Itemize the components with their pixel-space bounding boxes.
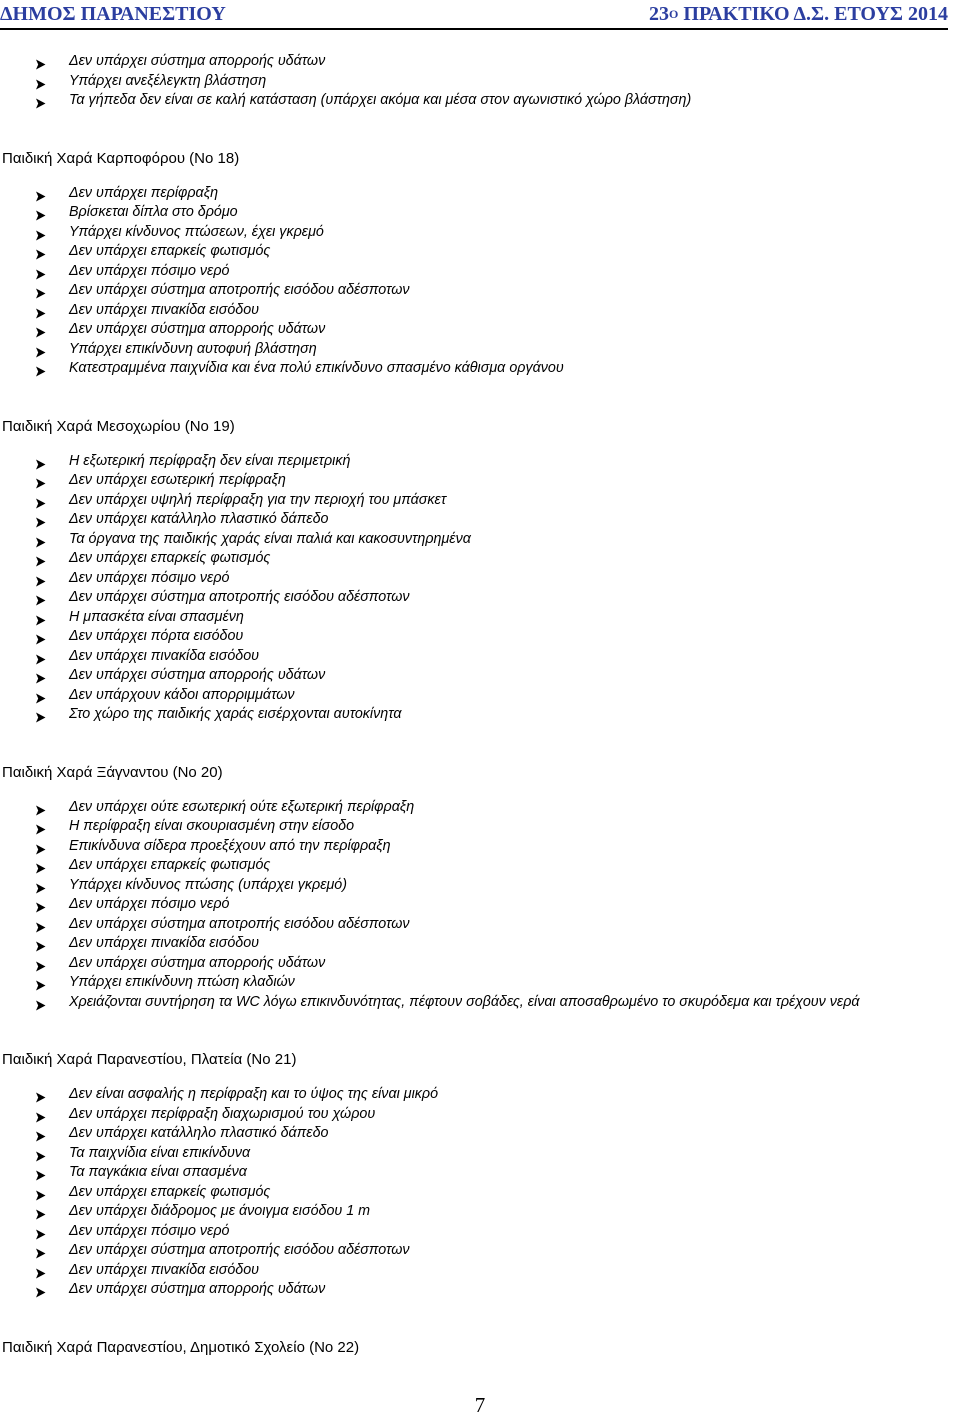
- list-item-text: Δεν υπάρχει σύστημα αποτροπής εισόδου αδέσποτων: [69, 589, 410, 605]
- arrowhead-bullet-icon: [35, 920, 46, 931]
- list-item: [0, 52, 960, 72]
- list-item: [0, 184, 960, 204]
- list-item-text: Βρίσκεται δίπλα στο δρόμο: [69, 204, 238, 220]
- list-item: [0, 281, 960, 301]
- list-item: [0, 954, 960, 974]
- arrowhead-bullet-icon: [35, 208, 46, 219]
- list-item: [0, 203, 960, 223]
- arrowhead-bullet-icon: [35, 57, 46, 68]
- list-item-text: Δεν υπάρχει διάδρομος με άνοιγμα εισόδου 1 m: [69, 1203, 371, 1219]
- arrowhead-bullet-icon: [35, 959, 46, 970]
- list-item-text: Κατεστραμμένα παιχνίδια και ένα πολύ επικίνδυνο σπασμένο κάθισμα οργάνου: [69, 360, 564, 376]
- document-body: [0, 52, 960, 1357]
- list-item: [0, 510, 960, 530]
- arrowhead-bullet-icon: [35, 881, 46, 892]
- list-item-text: Δεν υπάρχει πόσιμο νερό: [69, 262, 230, 279]
- page-number: 7: [474, 1393, 486, 1417]
- list-item: [0, 1085, 960, 1105]
- list-item-text: Υπάρχει ανεξέλεγκτη βλάστηση: [69, 72, 267, 89]
- list-item-text: Δεν υπάρχει σύστημα απορροής υδάτων: [69, 954, 326, 971]
- spacer: [0, 168, 960, 184]
- list-item: [0, 1261, 960, 1281]
- arrowhead-bullet-icon: [35, 939, 46, 950]
- spacer: [0, 111, 960, 149]
- list-item: [0, 491, 960, 511]
- list-item-text: Δεν υπάρχει σύστημα αποτροπής εισόδου αδέσποτων: [69, 282, 410, 298]
- list-item-text: Η περίφραξη είναι σκουριασμένη στην είσοδο: [69, 818, 355, 834]
- minutes-title: [649, 3, 948, 26]
- spacer: [0, 379, 960, 417]
- arrowhead-bullet-icon: [35, 1246, 46, 1257]
- list-item-text: Δεν υπάρχει επαρκείς φωτισμός: [69, 1183, 271, 1200]
- arrowhead-bullet-icon: [35, 228, 46, 239]
- arrowhead-bullet-icon: [35, 632, 46, 643]
- arrowhead-bullet-icon: [35, 345, 46, 356]
- section-bullet-list: [0, 452, 960, 725]
- list-item-text: Δεν υπάρχει σύστημα αποτροπής εισόδου αδέσποτων: [69, 1242, 410, 1258]
- list-item-text: Υπάρχει κίνδυνος πτώσης (υπάρχει γκρεμό): [69, 876, 348, 893]
- list-item-text: Δεν υπάρχει κατάλληλο πλαστικό δάπεδο: [69, 511, 329, 527]
- arrowhead-bullet-icon: [35, 803, 46, 814]
- arrowhead-bullet-icon: [35, 364, 46, 375]
- list-item: [0, 301, 960, 321]
- arrowhead-bullet-icon: [35, 1168, 46, 1179]
- list-item-text: Δεν υπάρχει σύστημα αποτροπής εισόδου αδέσποτων: [69, 915, 410, 932]
- section-bullet-list: [0, 1085, 960, 1300]
- list-item-text: Χρειάζονται συντήρηση τα WC λόγω επικινδυνότητας, πέφτουν σοβάδες, είναι αποσαθρωμένο το σκυρόδεμα και τρέχουν νερά: [69, 993, 860, 1010]
- arrowhead-bullet-icon: [35, 998, 46, 1009]
- list-item: [0, 242, 960, 262]
- list-item: [0, 320, 960, 340]
- list-item: [0, 647, 960, 667]
- section-title: Παιδική Χαρά Παρανεστίου, Δημοτικό Σχολείο (Νο 22): [2, 1338, 360, 1356]
- arrowhead-bullet-icon: [35, 286, 46, 297]
- list-item-text: Τα παγκάκια είναι σπασμένα: [69, 1164, 247, 1180]
- municipality-title: ΔΗΜΟΣ ΠΑΡΑΝΕΣΤΙΟΥ: [0, 3, 226, 25]
- arrowhead-bullet-icon: [35, 978, 46, 989]
- list-item-text: Τα όργανα της παιδικής χαράς είναι παλιά και κακοσυντηρημένα: [69, 530, 471, 547]
- arrowhead-bullet-icon: [35, 247, 46, 258]
- list-item-text: Δεν υπάρχει ούτε εσωτερική ούτε εξωτερική περίφραξη: [69, 798, 415, 815]
- list-item-text: Δεν υπάρχει περίφραξη διαχωρισμού του χώρου: [69, 1105, 376, 1122]
- section-title: Παιδική Χαρά Καρποφόρου (Νο 18): [2, 149, 240, 167]
- list-item: [0, 973, 960, 993]
- minutes-ordinal: Ο: [669, 7, 679, 21]
- list-item-text: Δεν υπάρχουν κάδοι απορριμμάτων: [69, 686, 295, 703]
- arrowhead-bullet-icon: [35, 652, 46, 663]
- arrowhead-bullet-icon: [35, 476, 46, 487]
- arrowhead-bullet-icon: [35, 574, 46, 585]
- arrowhead-bullet-icon: [35, 900, 46, 911]
- arrowhead-bullet-icon: [35, 1110, 46, 1121]
- list-item-text: Δεν υπάρχει υψηλή περίφραξη για την περιοχή του μπάσκετ: [69, 491, 447, 508]
- list-item-text: Δεν υπάρχει επαρκείς φωτισμός: [69, 550, 271, 566]
- list-item: [0, 452, 960, 472]
- spacer: [0, 1012, 960, 1050]
- list-item: [0, 666, 960, 686]
- section-bullet-list: [0, 184, 960, 379]
- list-item: [0, 1144, 960, 1164]
- arrowhead-bullet-icon: [35, 1285, 46, 1296]
- arrowhead-bullet-icon: [35, 496, 46, 507]
- list-item-text: Δεν υπάρχει περίφραξη: [69, 184, 219, 201]
- list-item: [0, 1280, 960, 1300]
- list-item-text: Δεν υπάρχει εσωτερική περίφραξη: [69, 472, 286, 488]
- section-title: Παιδική Χαρά Μεσοχωρίου (Νο 19): [2, 417, 235, 435]
- arrowhead-bullet-icon: [35, 267, 46, 278]
- arrowhead-bullet-icon: [35, 306, 46, 317]
- list-item-text: Τα παιχνίδια είναι επικίνδυνα: [69, 1144, 251, 1161]
- list-item-text: Υπάρχει επικίνδυνη πτώση κλαδιών: [69, 974, 295, 990]
- list-item-text: Δεν υπάρχει πόρτα εισόδου: [69, 628, 244, 644]
- arrowhead-bullet-icon: [35, 842, 46, 853]
- list-item: [0, 817, 960, 837]
- list-item-text: Δεν υπάρχει πόσιμο νερό: [69, 569, 230, 586]
- arrowhead-bullet-icon: [35, 535, 46, 546]
- arrowhead-bullet-icon: [35, 457, 46, 468]
- section-title: Παιδική Χαρά Ξάγναντου (Νο 20): [2, 763, 223, 781]
- minutes-number: 23: [649, 3, 670, 25]
- list-item: [0, 1163, 960, 1183]
- list-item-text: Η μπασκέτα είναι σπασμένη: [69, 608, 244, 625]
- list-item: [0, 223, 960, 243]
- list-item: [0, 608, 960, 628]
- list-item: [0, 798, 960, 818]
- list-item-text: Δεν υπάρχει πινακίδα εισόδου: [69, 301, 260, 318]
- list-item: [0, 72, 960, 92]
- list-item: [0, 856, 960, 876]
- list-item: [0, 569, 960, 589]
- section-title: Παιδική Χαρά Παρανεστίου, Πλατεία (Νο 21): [2, 1051, 297, 1068]
- list-item-text: Στο χώρο της παιδικής χαράς εισέρχονται αυτοκίνητα: [69, 706, 402, 722]
- arrowhead-bullet-icon: [35, 822, 46, 833]
- list-item-text: Δεν υπάρχει σύστημα απορροής υδάτων: [69, 321, 326, 337]
- list-item: [0, 876, 960, 896]
- list-item: [0, 91, 960, 111]
- list-item-text: Υπάρχει κίνδυνος πτώσεων, έχει γκρεμό: [69, 223, 324, 240]
- arrowhead-bullet-icon: [35, 861, 46, 872]
- list-item: [0, 627, 960, 647]
- arrowhead-bullet-icon: [35, 1129, 46, 1140]
- list-item-text: Τα γήπεδα δεν είναι σε καλή κατάσταση (υπάρχει ακόμα και μέσα στον αγωνιστικό χώρο βλάστηση): [69, 92, 692, 108]
- list-item-text: Δεν υπάρχει πόσιμο νερό: [69, 896, 230, 912]
- arrowhead-bullet-icon: [35, 1266, 46, 1277]
- section-bullet-list: [0, 798, 960, 1013]
- list-item-text: Δεν υπάρχει πινακίδα εισόδου: [69, 935, 260, 951]
- list-item: [0, 262, 960, 282]
- list-item: [0, 1105, 960, 1125]
- list-item: [0, 1241, 960, 1261]
- arrowhead-bullet-icon: [35, 325, 46, 336]
- arrowhead-bullet-icon: [35, 691, 46, 702]
- arrowhead-bullet-icon: [35, 613, 46, 624]
- header-divider: [0, 28, 948, 30]
- arrowhead-bullet-icon: [35, 515, 46, 526]
- list-item: [0, 837, 960, 857]
- list-item: [0, 686, 960, 706]
- list-item: [0, 993, 960, 1013]
- list-item: [0, 934, 960, 954]
- arrowhead-bullet-icon: [35, 671, 46, 682]
- list-item: [0, 1124, 960, 1144]
- arrowhead-bullet-icon: [35, 1227, 46, 1238]
- list-item: [0, 359, 960, 379]
- arrowhead-bullet-icon: [35, 96, 46, 107]
- list-item: [0, 471, 960, 491]
- list-item-text: Δεν υπάρχει πόσιμο νερό: [69, 1222, 230, 1239]
- arrowhead-bullet-icon: [35, 189, 46, 200]
- list-item-text: Δεν είναι ασφαλής η περίφραξη και το ύψος της είναι μικρό: [69, 1086, 439, 1102]
- list-item-text: Δεν υπάρχει σύστημα απορροής υδάτων: [69, 1281, 326, 1297]
- arrowhead-bullet-icon: [35, 554, 46, 565]
- list-item-text: Δεν υπάρχει επαρκείς φωτισμός: [69, 243, 271, 259]
- intro-bullet-list: [0, 52, 960, 111]
- list-item-text: Δεν υπάρχει σύστημα απορροής υδάτων: [69, 667, 326, 683]
- list-item: [0, 1202, 960, 1222]
- list-item-text: Δεν υπάρχει σύστημα απορροής υδάτων: [69, 53, 326, 69]
- page-header: [0, 0, 948, 30]
- list-item: [0, 895, 960, 915]
- arrowhead-bullet-icon: [35, 1188, 46, 1199]
- arrowhead-bullet-icon: [35, 77, 46, 88]
- minutes-year-text: ΠΡΑΚΤΙΚΟ Δ.Σ. ΕΤΟΥΣ 2014: [678, 3, 948, 25]
- arrowhead-bullet-icon: [35, 1149, 46, 1160]
- list-item-text: Υπάρχει επικίνδυνη αυτοφυή βλάστηση: [69, 340, 317, 357]
- list-item: [0, 915, 960, 935]
- list-item-text: Δεν υπάρχει πινακίδα εισόδου: [69, 647, 260, 664]
- list-item: [0, 530, 960, 550]
- list-item-text: Η εξωτερική περίφραξη δεν είναι περιμετρική: [69, 452, 351, 469]
- arrowhead-bullet-icon: [35, 710, 46, 721]
- list-item-text: Επικίνδυνα σίδερα προεξέχουν από την περίφραξη: [69, 837, 391, 854]
- spacer: [0, 1300, 960, 1338]
- list-item-text: Δεν υπάρχει κατάλληλο πλαστικό δάπεδο: [69, 1125, 329, 1141]
- arrowhead-bullet-icon: [35, 1090, 46, 1101]
- list-item: [0, 549, 960, 569]
- arrowhead-bullet-icon: [35, 593, 46, 604]
- spacer: [0, 1069, 960, 1085]
- list-item-text: Δεν υπάρχει πινακίδα εισόδου: [69, 1261, 260, 1278]
- list-item: [0, 1222, 960, 1242]
- list-item: [0, 1183, 960, 1203]
- list-item: [0, 340, 960, 360]
- list-item-text: Δεν υπάρχει επαρκείς φωτισμός: [69, 857, 271, 873]
- list-item: [0, 588, 960, 608]
- spacer: [0, 725, 960, 763]
- list-item: [0, 705, 960, 725]
- spacer: [0, 436, 960, 452]
- arrowhead-bullet-icon: [35, 1207, 46, 1218]
- spacer: [0, 782, 960, 798]
